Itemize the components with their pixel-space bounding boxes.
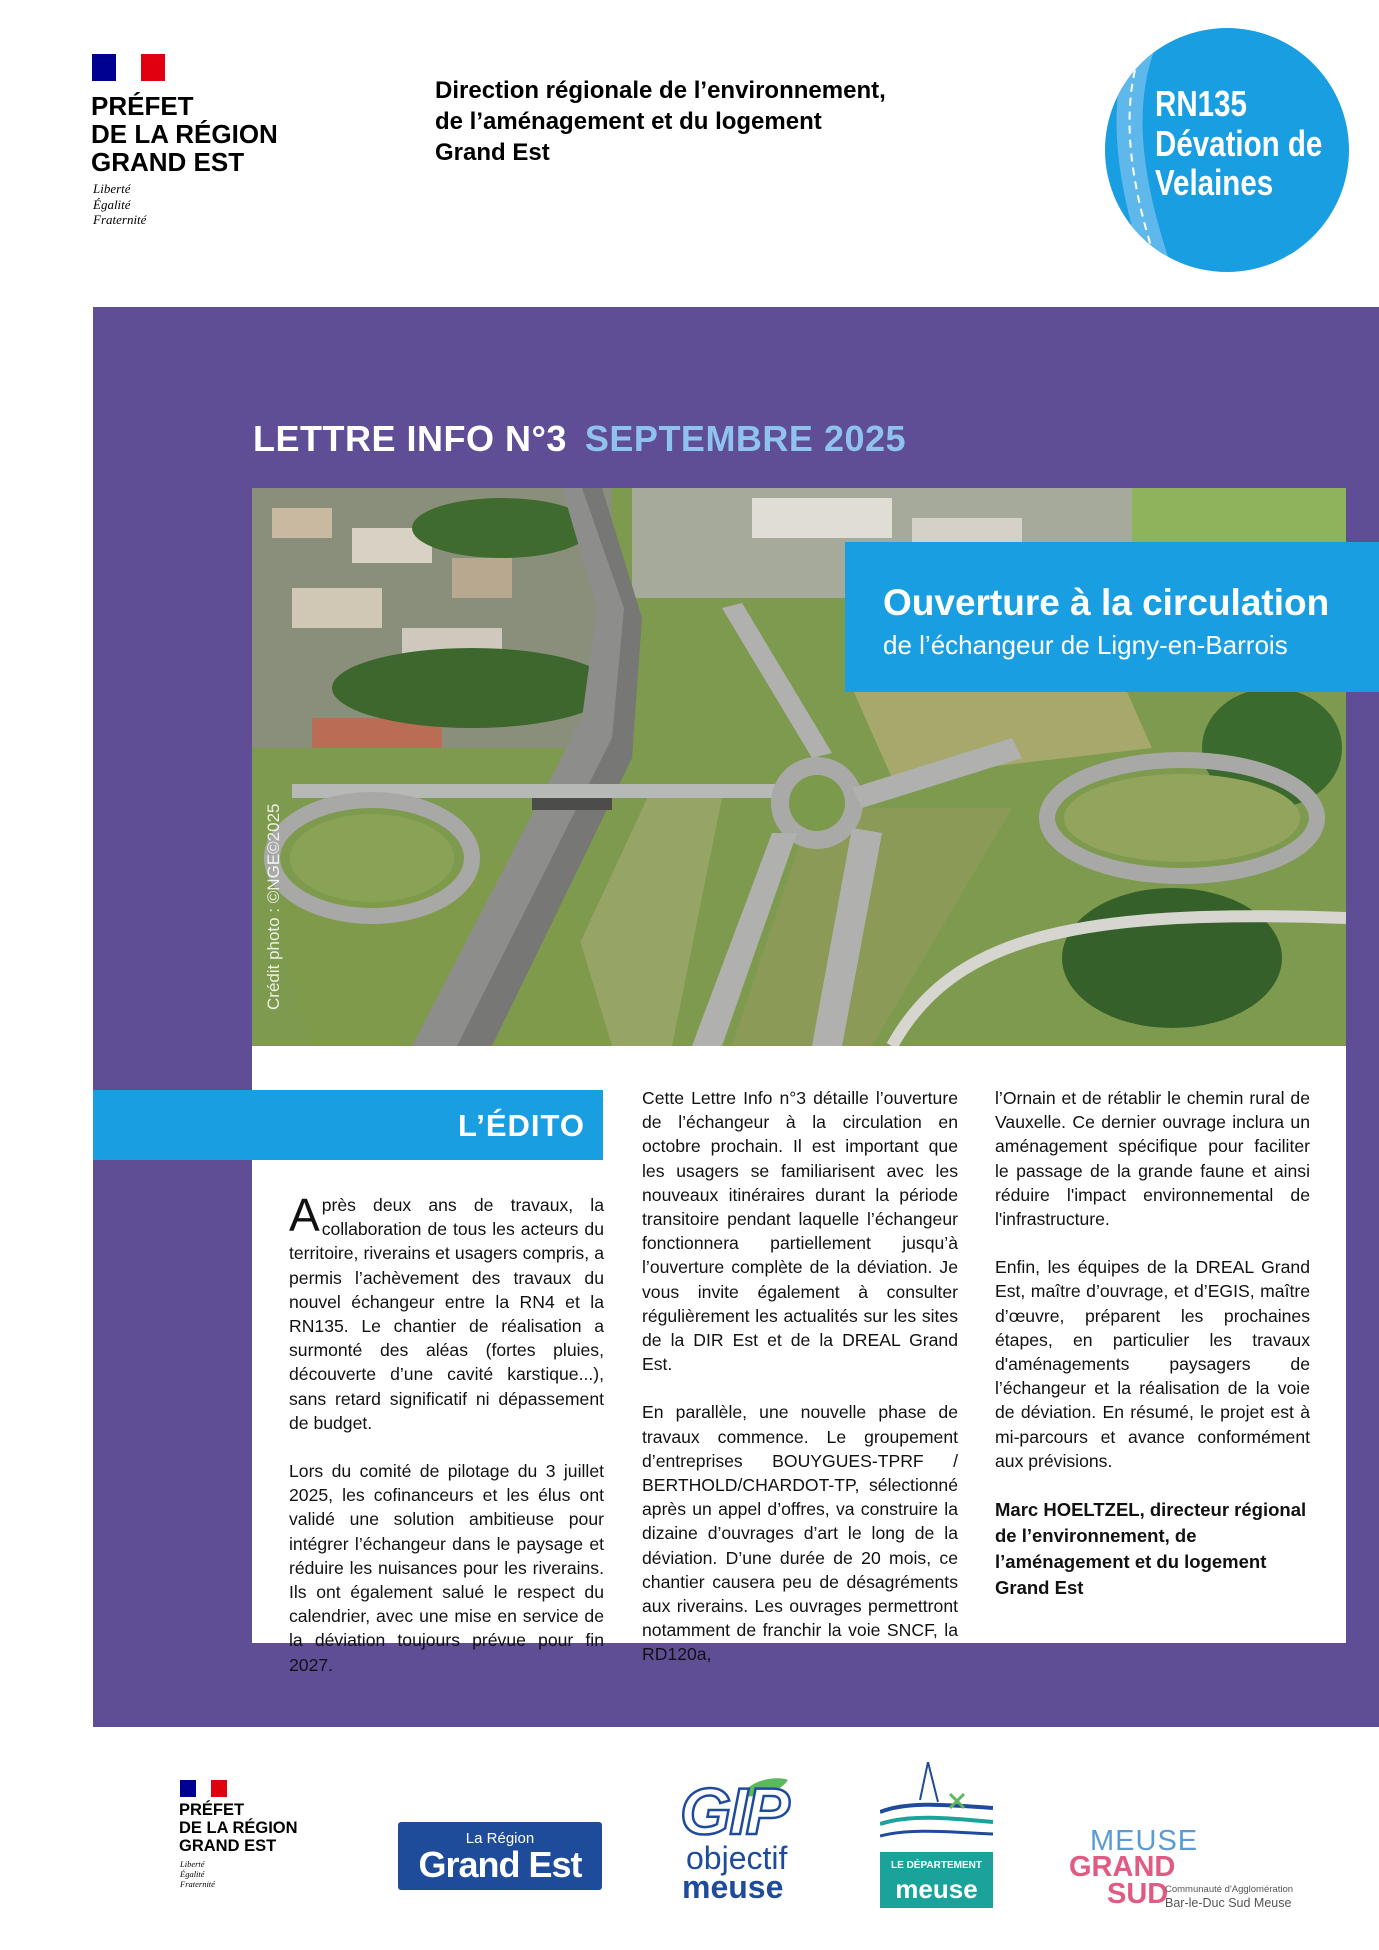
edito-column-2 bbox=[642, 1086, 958, 1691]
headline-subtitle: de l’échangeur de Ligny-en-Barrois bbox=[883, 630, 1288, 660]
edito-paragraph: En parallèle, une nouvelle phase de travaux commence. Le groupement d’entreprises BOUYGUES-TPRF / BERTHOLD/CHARDOT-TP, sélectionné après un appel d’offres, va construire la dizaine d’ouvrages d’art le long de la déviation. D’une durée de 20 mois, ce chantier causera peu de désagréments aux riverains. Les ouvrages permettront notamment de franchir la voie SNCF, la RD120a, bbox=[642, 1402, 958, 1665]
edito-heading: L’ÉDITO bbox=[457, 1108, 585, 1143]
edito-paragraph: l’Ornain et de rétablir le chemin rural de Vauxelle. Ce dernier ouvrage inclura un aménagement spécifique pour faciliter le passage de la grande faune et ainsi réduire l'impact environnemental de l'infrastructure. bbox=[995, 1088, 1310, 1230]
edito-column-3 bbox=[995, 1086, 1310, 1601]
prefet-title: PRÉFET DE LA RÉGION GRAND EST bbox=[91, 91, 278, 178]
departement-meuse-emblem-icon bbox=[880, 1762, 993, 1850]
edito-paragraph: Cette Lettre Info n°3 détaille l’ouverture de l’échangeur à la circulation en octobre prochain. Il est important que les usagers se familiarisent avec les nouveaux itinéraires durant la période transitoire pendant laquelle l’échangeur fonctionnera partiellement jusqu’à l’ouverture complète de la déviation. Je vous invite également à consulter régulièrement les actualités sur les sites de la DIR Est et de la DREAL Grand Est. bbox=[642, 1088, 958, 1375]
departement-meuse-logo: LE DÉPARTEMENT meuse bbox=[880, 1852, 993, 1908]
region-grand-est-logo: La Région Grand Est bbox=[398, 1822, 602, 1890]
headline-box bbox=[845, 542, 1379, 692]
edito-paragraph: Enfin, les équipes de la DREAL Grand Est, maître d’ouvrage, et d’EGIS, maître d’œuvre, préparent les prochaines étapes, en particulier les travaux d'aménagements paysagers de l’échangeur et la réalisation de la voie de déviation. En résumé, le projet est à mi-parcours et avance conformément aux prévisions. bbox=[995, 1257, 1310, 1471]
dreal-title: Direction régionale de l’environnement, de l’aménagement et du logement Grand Est bbox=[435, 77, 886, 167]
marianne-flag-icon bbox=[92, 54, 165, 81]
republic-motto-footer: Liberté Égalité Fraternité bbox=[180, 1859, 215, 1890]
edito-signature: Marc HOELTZEL, directeur régional de l’environnement, de l’aménagement et du logement Grand Est bbox=[995, 1499, 1307, 1599]
photo-credit: Crédit photo : ©NGE©2025 bbox=[264, 803, 283, 1010]
edito-paragraph: Après deux ans de travaux, la collaboration de tous les acteurs du territoire, riverains et usagers compris, a permis l’achèvement des travaux du nouvel échangeur entre la RN4 et la RN135. Le chantier de réalisation a surmonté des aléas (fortes pluies, découverte d’une cavité karstique...), sans retard significatif ni dépassement de budget. bbox=[289, 1189, 604, 1433]
project-badge: RN135 Dévation de Velaines bbox=[1105, 28, 1349, 272]
edito-heading-box bbox=[93, 1090, 603, 1160]
issue-heading: LETTRE INFO N°3 SEPTEMBRE 2025 bbox=[253, 418, 907, 459]
edito-column-1 bbox=[289, 1189, 604, 1701]
prefet-title-footer: PRÉFET DE LA RÉGION GRAND EST bbox=[179, 1801, 298, 1855]
edito-paragraph: Lors du comité de pilotage du 3 juillet 2025, les cofinanceurs et les élus ont validé une solution ambitieuse pour intégrer l’échangeur dans le paysage et réduire les nuisances pour les riverains. Ils ont également salué le respect du calendrier, avec une mise en service de la déviation toujours prévue pour fin 2027. bbox=[289, 1461, 604, 1675]
marianne-flag-icon bbox=[180, 1780, 227, 1797]
headline-title: Ouverture à la circulation bbox=[883, 582, 1330, 623]
dropcap: A bbox=[289, 1189, 320, 1241]
republic-motto: Liberté Égalité Fraternité bbox=[93, 181, 147, 228]
